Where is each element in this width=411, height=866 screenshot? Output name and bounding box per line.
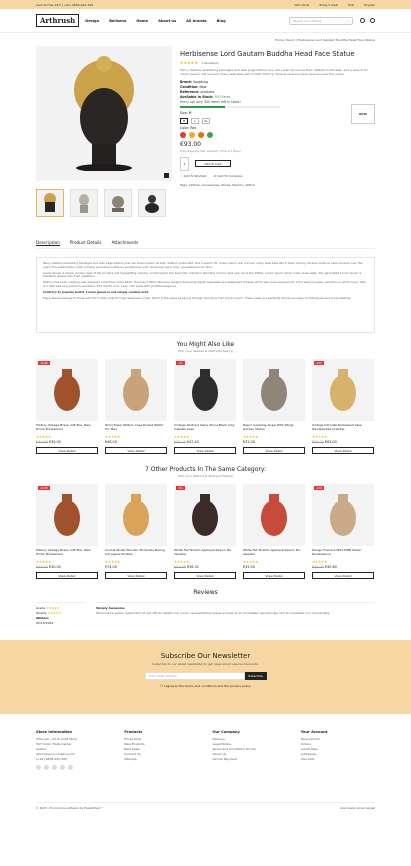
payment-icons: visa master amex paypal [339, 806, 375, 810]
footer-store-info [36, 730, 110, 798]
todays-deal-link[interactable]: Today's Deal [319, 2, 338, 7]
same-category-title: 7 Other Products In The Same Category: [145, 466, 266, 473]
nav-brands[interactable]: All brands [186, 18, 207, 23]
condition-label: Condition: [180, 85, 199, 89]
product-card[interactable] [105, 359, 167, 454]
view-detail-button[interactable]: View Detail [36, 447, 98, 454]
old-price: €34.00 [312, 565, 324, 569]
product-gallery [36, 46, 172, 236]
product-card[interactable] [36, 359, 98, 454]
nav-design[interactable]: Design [85, 18, 100, 23]
wishlist-row [180, 174, 375, 178]
old-price: €35.00 [312, 440, 324, 444]
thumbnail-list [36, 189, 172, 217]
stock-progress-bar [180, 106, 280, 108]
search-placeholder: Search our catalog [293, 18, 322, 23]
product-thumbnail [326, 367, 360, 413]
current-price: €30.00 [48, 565, 61, 569]
product-card-stars: ★★★★★ [36, 560, 52, 564]
currency-selector[interactable]: EUR [347, 2, 355, 7]
product-card[interactable] [174, 484, 236, 579]
phone-text: Call Us Free 24/7 (+91) 9856-542-395 [36, 2, 94, 7]
user-icon[interactable] [360, 18, 365, 23]
size-option[interactable]: M [180, 118, 188, 124]
search-input[interactable] [289, 17, 353, 25]
product-card-name[interactable]: White Fall Stretch Appliqué Sequin Pur Sweater [174, 549, 232, 556]
footer-phone: (+91) 9856-542-395 [36, 757, 67, 761]
facebook-icon[interactable] [36, 765, 41, 770]
footer-products [124, 730, 198, 798]
newsletter-form [0, 672, 411, 680]
newsletter-consent[interactable]: ☐ I agree to the terms and conditions and the privacy policy [160, 684, 251, 688]
footer-link[interactable]: Addresses [300, 752, 317, 756]
also-like-subtitle: Pick your desired & start purchasing [178, 349, 233, 353]
add-to-cart-button[interactable]: Add To Cart [195, 160, 231, 167]
top-links [294, 3, 375, 7]
brand-value: Soupking [193, 80, 208, 84]
zoom-icon[interactable] [164, 173, 169, 178]
product-card-name[interactable]: Pottery Vintage Brass, Gift Box, New Home Bridesmaid [36, 424, 91, 431]
grade-stars: ★★★★★ [46, 606, 60, 610]
color-swatch[interactable] [180, 132, 186, 138]
size-option[interactable]: XL [202, 118, 210, 124]
product-card-name[interactable]: Wind Tower Pattern Case Pocket Watch For Men [105, 424, 164, 431]
footer-link[interactable]: Secure Payment [212, 757, 237, 761]
old-price: €33.00 [36, 440, 48, 444]
footer-bottom [36, 802, 375, 810]
footer-link[interactable]: Terms And Conditions Of Use [212, 747, 256, 751]
gift-cards-link[interactable]: Gift Cards [294, 2, 310, 7]
product-card-name[interactable]: Vintage Abstract Swiss Stone Black Clay Catwalk Vase [174, 424, 235, 431]
footer-heading: Store Information [36, 730, 73, 734]
compare-label: Add To Compare [217, 173, 243, 178]
product-tabs [0, 240, 411, 246]
youtube-icon[interactable] [52, 765, 57, 770]
product-tags: Tags: Clothes, Accessories, Shoes, Fashion, Watch [180, 182, 255, 187]
product-card[interactable] [243, 359, 305, 454]
review-heading: Simply Awesome [96, 606, 125, 610]
description-paragraph: Contrary to popular belief, Lorem Ipsum is not simply random text. [43, 289, 149, 294]
compare-icon: ⇄ [214, 173, 217, 178]
product-card-price [174, 440, 236, 444]
newsletter-subtitle: Subscribe to our latest newsletter to get news about special discounts. [152, 662, 259, 666]
language-selector[interactable]: English [364, 2, 375, 7]
description-paragraph: Lorem Ipsum is simply dummy text of the printing and typesetting industry. Lorem Ipsum has been the industry's standard dummy text ever since the 1500s. Lorem Ipsum which looks reasonable. The generated Lorem Ipsum is therefore always free from repetition. [43, 270, 362, 279]
stock-progress-fill [180, 106, 225, 108]
product-card[interactable] [312, 359, 374, 454]
add-to-wishlist-link[interactable] [180, 174, 206, 178]
shipping-text: Free Shipping (Est. Delivery Time 2-3 Days) [180, 148, 241, 153]
tab-attachments[interactable]: Attachments [111, 240, 139, 245]
discount-badge: -5% [178, 486, 183, 490]
logo[interactable]: Arthrush [36, 14, 79, 27]
cart-row [180, 157, 375, 171]
quantity-stepper[interactable]: 1 [180, 157, 189, 171]
product-card-name[interactable]: Pottery Vintage Brass, Gift Box, New Home Bridesmaid [36, 549, 91, 556]
view-detail-button[interactable]: View Detail [243, 572, 305, 579]
top-bar [0, 0, 411, 9]
newsletter-title: Subscribe Our Newsletter [160, 652, 251, 660]
subscribe-button[interactable]: Subscribe [245, 672, 267, 680]
also-like-products [0, 359, 411, 454]
product-card-name[interactable]: Napco Greeting Angel With Wings Garden Statue [243, 424, 294, 431]
tab-divider [36, 248, 375, 249]
footer [0, 714, 411, 798]
current-price: €74.00 [105, 565, 117, 569]
header [0, 9, 411, 33]
newsletter-section [0, 640, 411, 714]
size-option[interactable]: L [191, 118, 199, 124]
view-detail-button[interactable]: View Detail [105, 572, 167, 579]
product-card-price [36, 440, 98, 444]
view-detail-button[interactable]: View Detail [312, 572, 374, 579]
stars-value: ★★★★★ [180, 60, 198, 65]
footer-link[interactable]: Best Sales [124, 747, 140, 751]
footer-company [213, 730, 287, 798]
view-detail-button[interactable]: View Detail [174, 447, 236, 454]
same-category-subtitle: Pick your desired & start purchasing [178, 474, 233, 478]
old-price: €33.00 [36, 565, 48, 569]
review-author: William [36, 616, 49, 620]
product-thumbnail [188, 492, 222, 538]
product-thumbnail [50, 367, 84, 413]
description-paragraph: Equal blame belongs to those who fail in their duty through weakness of will, which is the same as saying through shrinking from toil and pain. These cases are perfectly simple and easy to distinguish and accountability. [43, 295, 351, 300]
color-swatches [180, 132, 375, 138]
view-detail-button[interactable]: View Detail [174, 572, 236, 579]
product-card-image[interactable] [105, 359, 167, 421]
discount-badge: -10.0€ [40, 361, 48, 365]
review-date: 05/15/2022 [36, 621, 54, 625]
discount-badge: -10% [316, 486, 323, 490]
product-thumbnail [188, 367, 222, 413]
product-card-price [243, 440, 305, 444]
search-icon[interactable]: ⌕ [347, 18, 349, 23]
reference-value: products [200, 90, 215, 94]
tab-product-details[interactable]: Product Details [69, 240, 102, 245]
footer-text: Arthrush - Art & Craft Store [36, 737, 77, 741]
product-card-image[interactable] [36, 359, 98, 421]
description-paragraph: Many desktop publishing packages and web page editors now use Lorem Ipsum as their default model text, and a search for 'lorem ipsum' will uncover many web sites still in their infancy. Various versions have evolved over the years The sublimation-under printing process provides an exceptional color rendering and a color, guaranteed over time. [43, 261, 363, 269]
buddha-head-image [59, 56, 149, 171]
product-card-stars: ★★★★★ [174, 560, 190, 564]
footer-heading: Our Company [212, 730, 240, 734]
discount-badge: -7% [178, 361, 183, 365]
footer-heading: Products [124, 730, 143, 734]
product-info [180, 46, 375, 236]
thumbnail[interactable] [36, 189, 64, 217]
product-card-image[interactable] [174, 484, 236, 546]
product-title: Herbisense Lord Gautam Buddha Head Face Statue [180, 50, 355, 58]
current-price: €56.32 [186, 565, 199, 569]
review-meta [36, 602, 86, 626]
color-label: Color: Red [180, 125, 197, 130]
current-price: €32.00 [243, 565, 255, 569]
product-card-name[interactable]: Design Framers WS7158N Italian Renaissance [312, 549, 362, 556]
footer-text: 567 Union Trade Center [36, 742, 72, 746]
nav-home[interactable]: Home [136, 18, 149, 23]
short-description: Fancy desktop publishing packages and web page editors now use Lorem Ipsum as their default model text, and a search for 'lorem ipsum' will uncover many web sites still in their infancy. Various versions have evolved over the years. [180, 68, 368, 76]
footer-link[interactable]: Credit Slips [300, 747, 318, 751]
stock-label: Available In Stock: [180, 95, 214, 99]
product-price: €93.00 [180, 140, 201, 148]
product-card-image[interactable] [36, 484, 98, 546]
consent-label: I agree to the terms and conditions and the privacy policy [163, 684, 251, 688]
current-price: €32.00 [243, 440, 255, 444]
footer-link[interactable]: Contact Us [124, 752, 141, 756]
thumbnail[interactable] [138, 189, 166, 217]
product-card-image[interactable] [243, 484, 305, 546]
old-price: €50.00 [174, 565, 186, 569]
footer-link[interactable]: New Products [124, 742, 145, 746]
footer-heading: Your Account [300, 730, 328, 734]
product-card-price [312, 440, 374, 444]
instagram-icon[interactable] [68, 765, 73, 770]
color-swatch[interactable] [207, 132, 213, 138]
product-card[interactable] [36, 484, 98, 579]
product-card-stars: ★★★★★ [312, 435, 328, 439]
product-card-stars: ★★★★★ [312, 560, 328, 564]
size-label: Size: M [180, 110, 192, 115]
product-thumbnail [326, 492, 360, 538]
color-swatch[interactable] [189, 132, 195, 138]
thumbnail[interactable] [104, 189, 132, 217]
footer-account [301, 730, 375, 798]
view-detail-button[interactable]: View Detail [312, 447, 374, 454]
tab-description[interactable]: Description [36, 240, 60, 245]
current-price: €48.00 [105, 440, 117, 444]
product-card[interactable] [243, 484, 305, 579]
brand-logo[interactable]: DOTS [351, 104, 375, 124]
description-paragraph: Fashion has been creating well-designed collections since 2010. The brand offers feminine designs delivering stylish separates and statement dresses which has since evolved into a full ready-to-wear collection in which every item is a vital part of a woman's wardrobe. The result? Cool, easy, chic looks with youthful elegance. [43, 280, 367, 288]
product-card-name[interactable]: Vintage Intricate Distressed Vase Handpainted Oriental [312, 424, 362, 431]
hurry-text: Hurry up! only 300 items left in stock! [180, 100, 241, 104]
footer-link[interactable]: Prices Drop [124, 737, 142, 741]
product-card[interactable] [174, 359, 236, 454]
product-card-stars: ★★★★★ [243, 435, 259, 439]
product-thumbnail [257, 492, 291, 538]
product-card-price [105, 440, 167, 444]
footer-link[interactable]: Orders [300, 742, 311, 746]
reviews-section [36, 602, 375, 626]
pinterest-icon[interactable] [60, 765, 65, 770]
quality-stars: ★★★★★ [47, 611, 62, 615]
heart-icon: ♡ [180, 173, 183, 178]
breadcrumb: Home | Room | Herbisense Lord Gautam Buddha Head Face Statue [274, 37, 375, 42]
footer-text: United [36, 747, 46, 751]
review-count[interactable]: 1 Review(s) [201, 61, 219, 65]
rating-stars [180, 60, 375, 65]
product-meta [180, 80, 375, 116]
product-section [0, 46, 411, 236]
product-card[interactable] [312, 484, 374, 579]
product-card-name[interactable]: White Fall Stretch Appliqué Sequin Pur Sweater [243, 549, 301, 556]
brand-label: Brand: [180, 80, 192, 84]
wishlist-label: Add To Wishlist [183, 173, 207, 178]
cart-icon[interactable] [370, 18, 375, 23]
discount-badge: -10.0€ [40, 486, 48, 490]
product-card-stars: ★★★★★ [105, 560, 121, 564]
reviews-title: Reviews [193, 589, 218, 596]
product-card-image[interactable] [174, 359, 236, 421]
product-card-price [105, 565, 167, 569]
product-card-price [312, 565, 374, 569]
footer-link[interactable]: Personal Info [300, 737, 321, 741]
twitter-icon[interactable] [44, 765, 49, 770]
stock-value: 300 Items [214, 95, 231, 99]
tab-panel-description [36, 257, 375, 333]
footer-link[interactable]: Sitemap [124, 757, 137, 761]
condition-value: New [199, 85, 207, 89]
current-price: €30.00 [48, 440, 61, 444]
social-links [36, 765, 110, 770]
newsletter-email-input[interactable]: Your email address [145, 672, 245, 680]
footer-link[interactable]: Delivery [212, 737, 225, 741]
current-price: €63.00 [324, 440, 337, 444]
current-price: €30.60 [324, 565, 337, 569]
view-detail-button[interactable]: View Detail [36, 572, 98, 579]
product-card-stars: ★★★★★ [105, 435, 121, 439]
view-detail-button[interactable]: View Detail [243, 447, 305, 454]
main-nav [85, 19, 225, 23]
product-card[interactable] [105, 484, 167, 579]
thumbnail[interactable] [70, 189, 98, 217]
product-card-name[interactable]: Animal Model Wooden 3D Puzzle Bering Cat Jigsaw Puzzles [105, 549, 165, 556]
nav-bellsena[interactable]: Bellsena [109, 18, 127, 23]
footer-link[interactable]: Legal Notice [212, 742, 232, 746]
quality-label: Quality [36, 611, 47, 615]
product-thumbnail [50, 492, 84, 538]
review-body [96, 602, 375, 626]
copyright: © 2023 - Ecommerce software by PrestaShop™ [36, 806, 103, 810]
old-price: €35.00 [174, 440, 186, 444]
product-card-price [36, 565, 98, 569]
product-thumbnail [119, 367, 153, 413]
color-swatch[interactable] [198, 132, 204, 138]
product-card-stars: ★★★★★ [243, 560, 259, 564]
product-thumbnail [119, 492, 153, 538]
product-card-image[interactable] [105, 484, 167, 546]
product-card-price [174, 565, 236, 569]
discount-badge: -10% [316, 361, 323, 365]
product-card-image[interactable] [243, 359, 305, 421]
product-card-image[interactable] [312, 359, 374, 421]
also-like-title: You Might Also Like [176, 341, 235, 348]
product-card-stars: ★★★★★ [36, 435, 52, 439]
nav-blog[interactable]: Blog [216, 18, 226, 23]
size-options [180, 118, 375, 124]
product-card-image[interactable] [312, 484, 374, 546]
main-product-image [36, 46, 172, 181]
review-text: Temporibus autem quibusdam et aut officiis debitis aut rerum necessitatibus saepe eveniet ut et voluptates repudiandae sint et molestiae non recusandae. [96, 611, 331, 615]
add-to-compare-link[interactable] [214, 174, 242, 178]
reference-label: Reference: [180, 90, 200, 94]
view-detail-button[interactable]: View Detail [105, 447, 167, 454]
product-card-price [243, 565, 305, 569]
footer-link[interactable]: About Us [212, 752, 227, 756]
nav-about[interactable]: About us [158, 18, 177, 23]
footer-email[interactable]: demo@yourcompany.com [36, 752, 75, 756]
product-thumbnail [257, 367, 291, 413]
grade-label: Grade [36, 606, 46, 610]
same-category-products [0, 484, 411, 579]
current-price: €47.43 [186, 440, 199, 444]
product-card-stars: ★★★★★ [174, 435, 190, 439]
footer-link[interactable]: Vouchers [300, 757, 315, 761]
